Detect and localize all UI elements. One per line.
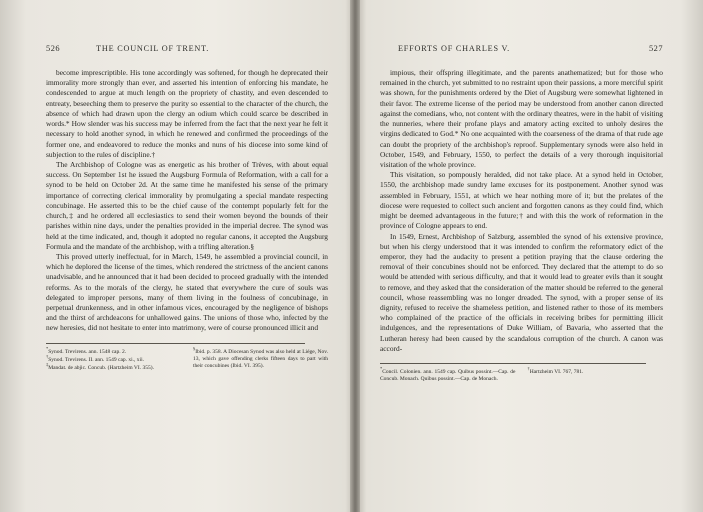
footnote-column-one bbox=[380, 366, 516, 384]
paragraph: become imprescriptible. His tone accordingly was softened, for though he deprecated their immorality more strongly than ever, and asserted his intention of enforcing his mandate, he condescended to argue at much length on the propriety of chastity, and even descended to entreaty, beseeching them to preserve the purity so essential to the character of the church, the absence of which had drawn upon the clergy an odium which could scarce be described in words.* How slender was his success may be inferred from the fact that the next year he felt it necessary to hold another synod, in which he renewed and confirmed the proceedings of the former one, and endeavored to reduce the monks and nuns of his diocese into some kind of subjection to the rules of discipline.† bbox=[46, 68, 328, 159]
right-page-footnotes bbox=[380, 366, 663, 384]
footnote-column-one bbox=[46, 345, 181, 373]
footnote-text: Concil. Colonien. ann. 1549 cap. Quibus possint.—Cap. de Concub. Monach. Quibus possint.—Cap. de Monach. bbox=[380, 369, 516, 383]
footnote-text: Synod. Trevirens. II. ann. 1549 cap. xi., xii. bbox=[48, 356, 144, 363]
left-page-header bbox=[46, 44, 328, 54]
left-page-footnotes bbox=[46, 345, 328, 373]
footnote bbox=[46, 353, 181, 364]
footnote-marker: ‡ bbox=[46, 361, 49, 367]
paragraph: This proved utterly ineffectual, for in March, 1549, he assembled a provincial council, in which he deplored the license of the times, which rendered the strictness of the ancient canons unadvisable, and he announced that it had been decided to proceed gradually with the intended reforms. As to the morals of the clergy, he stated that everywhere the cure of souls was delegated to improper persons, many of them living in the foulness of concubinage, in perpetual drunkenness, and in other infamous vices, encouraged by the negligence of bishops and the thirst of archdeacons for unhallowed gains. The unions of those who, infected by the new heresies, did not hesitate to enter into matrimony, were of course pronounced illicit and bbox=[46, 251, 328, 333]
footnote-marker: § bbox=[193, 345, 196, 351]
footnote bbox=[46, 361, 181, 372]
footnote bbox=[527, 366, 664, 376]
footnote-text: Ibid. p. 358. A Diocesan Synod was also held at Liége, Nov. 13, which gave offending clerks fifteen days to part with their concubines (Ibid. VI. 395). bbox=[193, 348, 328, 369]
footnote-text: Hartzheim VI. 767, 781. bbox=[529, 369, 584, 376]
right-page-header bbox=[380, 44, 663, 54]
left-page-body bbox=[46, 68, 328, 334]
footnote-text: Synod. Trevirens. ann. 1548 cap. 2. bbox=[48, 348, 127, 355]
paragraph: impious, their offspring illegitimate, and the parents anathematized; but for those who remained in the church, yet submitted to no restraint upon their passions, a more merciful spirit was shown, for the punishments ordered by the Diet of Augsburg were somewhat lightened in their favor. The extreme license of the period may be understood from another canon directed against the comedians, who, not content with the ordinary theatres, were in the habit of visiting the nunneries, where their profane plays and amatory acting excited to unholy desires the virgins dedicated to God.* No one acquainted with the coarseness of the drama of that rude age can doubt the propriety of the archbishop's reproof. Supplementary synods were also held in October, 1549, and February, 1550, to perfect the details of a very thorough inquisitorial visitation of the whole province. bbox=[380, 68, 663, 169]
footnote-column-two bbox=[527, 366, 664, 384]
footnote-rule bbox=[380, 363, 646, 364]
left-page-folio: 526 bbox=[46, 44, 61, 53]
footnote-marker: † bbox=[46, 353, 49, 359]
right-page-body bbox=[380, 68, 663, 354]
footnote bbox=[193, 345, 328, 370]
right-page-running-head: EFFORTS OF CHARLES V. bbox=[398, 44, 511, 53]
right-page bbox=[356, 0, 703, 512]
right-page-folio: 527 bbox=[648, 44, 663, 53]
footnote bbox=[46, 345, 181, 356]
footnote-column-two bbox=[193, 345, 328, 373]
footnote-rule bbox=[46, 343, 305, 344]
footnote-marker: † bbox=[527, 366, 530, 372]
paragraph: In 1549, Ernest, Archbishop of Salzburg, assembled the synod of his extensive province, but when his clergy understood that it was intended to confirm the reformatory edict of the emperor, they had the audacity to present a petition praying that the clause ordering the removal of their concubines should not be enforced. They declared that the attempt to do so would be attended with serious difficulty, and that it would lead to greater evils than it sought to remove, and they asked that the consideration of the matter should be referred to the general council, whose reassembling was no longer dreaded. The synod, with a proper sense of its dignity, refused to receive the shameless petition, and listened rather to those of its members who complained of the practice of the officials in receiving bribes for permitting illicit indulgences, and the representations of Duke William, of Bavaria, who asserted that the Lutheran heresy had been caused by the scandalous corruption of the church. A canon was accord- bbox=[380, 231, 663, 353]
footnote-text: Mandat. de abjic. Concub. (Hartzheim VI. 355). bbox=[48, 364, 154, 371]
paragraph: This visitation, so pompously heralded, did not take place. At a synod held in October, 1550, the archbishop made sundry lame excuses for its postponement. Another synod was assembled in February, 1551, at which we hear nothing more of it; but the prelates of the diocese were requested to collect such ancient and forgotten canons as they could find, which might be deemed advantageous in the future;† and with this the work of reformation in the province of Cologne appears to end. bbox=[380, 170, 663, 231]
left-page-running-head: THE COUNCIL OF TRENT. bbox=[96, 44, 210, 53]
footnote-marker: * bbox=[380, 366, 383, 372]
footnote bbox=[380, 366, 516, 383]
footnote-marker: * bbox=[46, 345, 49, 351]
paragraph: The Archbishop of Cologne was as energetic as his brother of Trèves, with about equal success. On September 1st he issued the Augsburg Formula of Reformation, with a call for a synod to be held on October 2d. At the same time he manifested his sense of the primary importance of correcting clerical immorality by promulgating a special mandate respecting concubinage. He asserted this to be the chief cause of the contempt popularly felt for the church,‡ and he ordered all ecclesiastics to send their women beyond the bounds of their parishes within nine days, under the penalties provided in the imperial decree. The synod was held at the time indicated, and, though it adopted no regular canons, it accepted the Augsburg Formula and the mandate of the archbishop, with a trifling alteration.§ bbox=[46, 159, 328, 251]
